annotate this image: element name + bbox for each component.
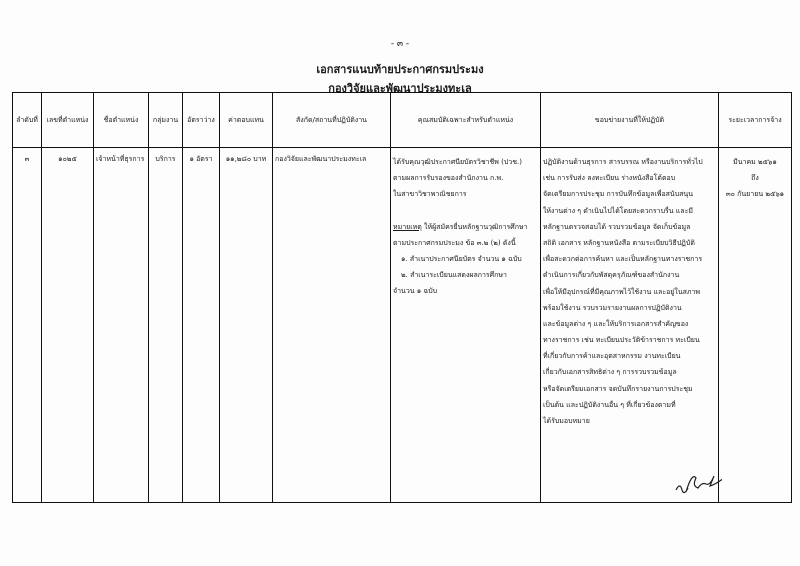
duty-line: ได้รับมอบหมาย <box>543 417 590 425</box>
duty-line: เกี่ยวกับเอกสารสิทธิต่าง ๆ การรวบรวมข้อมูล <box>543 368 677 377</box>
note-text: ให้ผู้สมัครยื่นหลักฐานวุฒิการศึกษา <box>421 222 528 231</box>
note-line: จำนวน ๑ ฉบับ <box>393 287 438 296</box>
note-label: หมายเหตุ <box>393 222 422 231</box>
vacancy: ๑ อัตรา <box>183 148 220 503</box>
duty-line: หรือจัดเตรียมเอกสาร จดบันทึกรายงานการประชุม <box>543 384 693 393</box>
qualifications-cell <box>391 148 541 503</box>
header-cell: ค่าตอบแทน <box>220 93 273 148</box>
header-cell: กลุ่มงาน <box>149 93 183 148</box>
duty-line: เป็นต้น และปฏิบัติงานอื่น ๆ ที่เกี่ยวข้องตามที่ <box>543 400 676 409</box>
note-line: ตามประกาศกรมประมง ข้อ ๓.๒ (๒) ดังนี้ <box>393 238 516 247</box>
table-row <box>13 148 792 503</box>
duty-line: เพื่อสะดวกต่อการค้นหา และเป็นหลักฐานทางราชการ <box>543 255 703 264</box>
duty-line: หลักฐานตรวจสอบได้ รวบรวมข้อมูล จัดเก็บข้อมูล <box>543 222 691 231</box>
duty-line: เช่น การรับส่ง ลงทะเบียน ร่างหนังสือโต้ตอบ <box>543 174 676 183</box>
header-row <box>13 93 792 148</box>
duty-line: เพื่อให้มีอุปกรณ์ที่มีคุณภาพไว้ใช้งาน และอยู่ในสภาพ <box>543 287 701 296</box>
note-line: ๑. สำเนาประกาศนียบัตร จำนวน ๑ ฉบับ <box>401 254 522 263</box>
position-name: เจ้าหน้าที่ธุรการ <box>94 148 149 503</box>
header-cell: สังกัด/สถานที่ปฏิบัติงาน <box>273 93 391 148</box>
duty-line: จัดเตรียมการประชุม การบันทึกข้อมูลเพื่อสนับสนุน <box>543 190 694 199</box>
header-cell: ระยะเวลาการจ้าง <box>719 93 792 148</box>
signature <box>672 470 722 498</box>
position-number: ๑๐๒๕ <box>42 148 94 503</box>
page-number: - ๓ - <box>390 39 410 49</box>
qualification-line: ได้รับคุณวุฒิประกาศนียบัตรวิชาชีพ (ปวช.) <box>393 158 522 166</box>
duty-line: ดำเนินการเกี่ยวกับพัสดุครุภัณฑ์ของสำนักงาน <box>543 271 680 280</box>
duty-line: ที่เกี่ยวกับการค้าและอุตสาหกรรม งานทะเบียน <box>543 352 681 361</box>
document-subtitle: กองวิจัยและพัฒนาประมงทะเล <box>328 82 472 95</box>
period-to: ถึง <box>751 174 759 183</box>
duties-cell <box>541 148 719 503</box>
header-cell: ขอบข่ายงานที่ให้ปฏิบัติ <box>541 93 719 148</box>
qualification-line: ในสาขาวิชาพาณิชยการ <box>393 190 467 199</box>
work-group: บริการ <box>149 148 183 503</box>
duty-line: ทางราชการ เช่น ทะเบียนประวัติข้าราชการ ทะเบียน <box>543 336 700 345</box>
period-start: มีนาคม ๒๕๖๑ <box>733 158 777 166</box>
note-line <box>393 219 538 235</box>
duty-line: พร้อมใช้งาน รวบรวมรายงานผลการปฏิบัติงาน <box>543 303 682 312</box>
row-number: ๓ <box>13 148 42 503</box>
duty-line: ปฏิบัติงานด้านธุรการ สารบรรณ หรืองานบริการทั่วไป <box>543 158 703 166</box>
header-cell: ชื่อตำแหน่ง <box>94 93 149 148</box>
duty-line: ให้งานต่าง ๆ ดำเนินไปได้โดยสะดวกราบรื่น และมี <box>543 206 693 215</box>
header-cell: เลขที่ตำแหน่ง <box>42 93 94 148</box>
period-cell <box>719 148 792 503</box>
unit: กองวิจัยและพัฒนาประมงทะเล <box>273 148 391 503</box>
pay: ๑๑,๒๘๐ บาท <box>220 148 273 503</box>
positions-table <box>12 92 792 503</box>
period-end: ๓๐ กันยายน ๒๕๖๑ <box>725 190 785 199</box>
header-cell: อัตราว่าง <box>183 93 220 148</box>
note-line: ๒. สำเนาระเบียนแสดงผลการศึกษา <box>401 271 507 280</box>
header-cell: คุณสมบัติเฉพาะสำหรับตำแหน่ง <box>391 93 541 148</box>
duty-line: สถิติ เอกสาร หลักฐานหนังสือ ตามระเบียบวิธีปฏิบัติ <box>543 238 695 247</box>
header-cell: ลำดับที่ <box>13 93 42 148</box>
duty-line: และข้อมูลต่าง ๆ และให้บริการเอกสารสำคัญของ <box>543 319 689 328</box>
qualification-line: ตามผลการรับรองของสำนักงาน ก.พ. <box>393 174 504 183</box>
document-title: เอกสารแนบท้ายประกาศกรมประมง <box>316 63 484 76</box>
